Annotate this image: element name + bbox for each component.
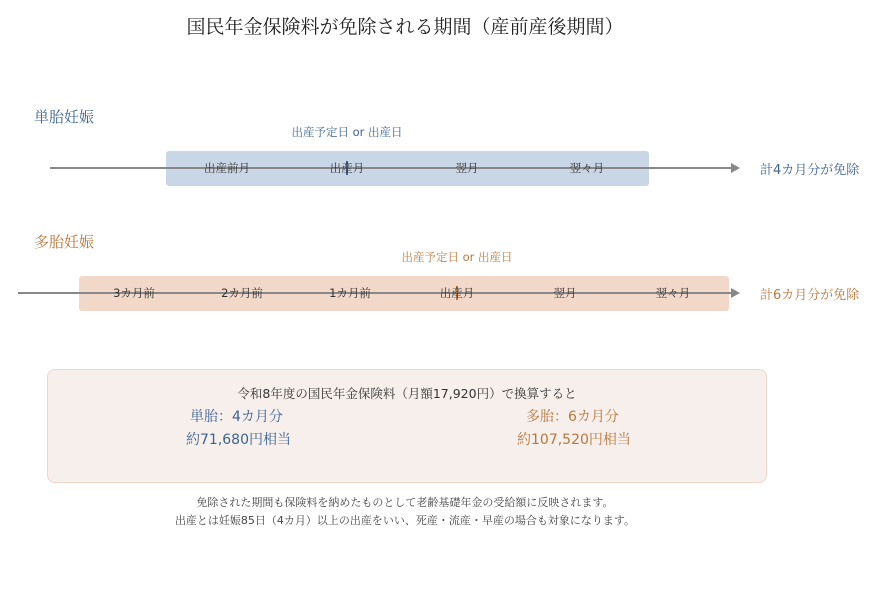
page-title: 国民年金保険料が免除される期間（産前産後期間） bbox=[186, 16, 624, 38]
single-timeline-arrowhead bbox=[731, 163, 740, 173]
multi-total-label: 計6カ月分が免除 bbox=[760, 288, 860, 303]
single-month-label: 出産月 bbox=[329, 161, 365, 175]
multi-due-date-label: 出産予定日 or 出産日 bbox=[401, 250, 513, 264]
single-due-date-label: 出産予定日 or 出産日 bbox=[291, 125, 403, 139]
multi-month-label: 翌月 bbox=[553, 286, 577, 300]
single-summary-amount: 約71,680円相当 bbox=[186, 432, 291, 448]
single-total-label: 計4カ月分が免除 bbox=[760, 163, 860, 178]
footnote: 出産とは妊娠85日（4カ月）以上の出産をいい、死産・流産・早産の場合も対象になります。 bbox=[174, 514, 636, 527]
footnote: 免除された期間も保険料を納めたものとして老齢基礎年金の受給額に反映されます。 bbox=[196, 496, 614, 509]
single-month-label: 翌々月 bbox=[569, 161, 605, 175]
multi-timeline-arrowhead bbox=[731, 288, 740, 298]
multi-summary-months: 多胎：6カ月分 bbox=[526, 409, 619, 425]
multiple-pregnancy-label: 多胎妊娠 bbox=[34, 233, 95, 251]
summary-header: 令和8年度の国民年金保険料（月額17,920円）で換算すると bbox=[237, 386, 577, 401]
multi-month-label: 1カ月前 bbox=[329, 286, 371, 300]
multi-summary-amount: 約107,520円相当 bbox=[517, 432, 631, 448]
single-month-label: 翌月 bbox=[455, 161, 479, 175]
single-summary-months: 単胎：4カ月分 bbox=[190, 409, 283, 425]
single-pregnancy-label: 単胎妊娠 bbox=[34, 108, 95, 126]
multi-month-label: 翌々月 bbox=[655, 286, 691, 300]
multi-month-label: 出産月 bbox=[439, 286, 475, 300]
single-month-label: 出産前月 bbox=[204, 161, 250, 175]
multi-month-label: 2カ月前 bbox=[221, 286, 263, 300]
multi-month-label: 3カ月前 bbox=[113, 286, 155, 300]
